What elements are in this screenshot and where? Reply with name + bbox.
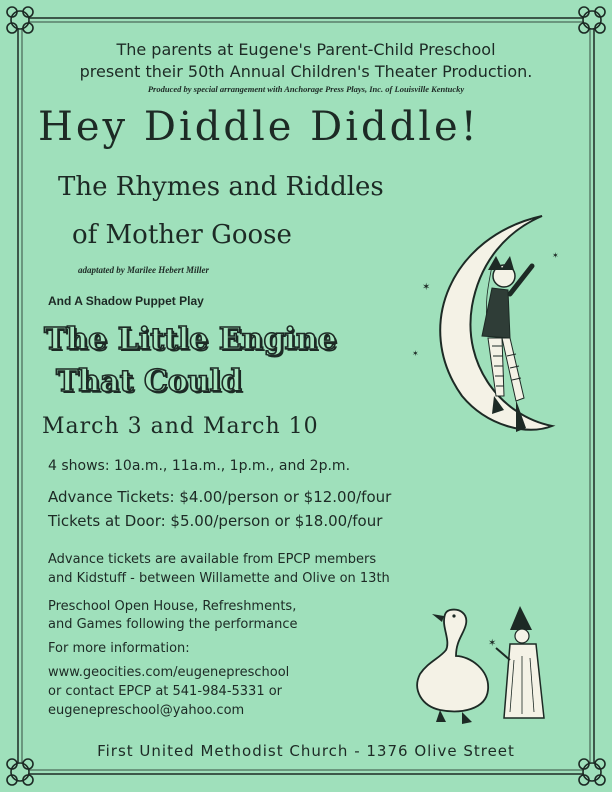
puppet-play-intro: And A Shadow Puppet Play xyxy=(48,294,204,308)
puppet-play-title-line-2: That Could xyxy=(56,364,242,399)
subtitle-line-1: The Rhymes and Riddles xyxy=(58,172,384,202)
open-house-info-2: and Games following the performance xyxy=(48,617,298,632)
advance-ticket-info-2: and Kidstuff - between Willamette and Olive on 13th xyxy=(48,571,390,586)
svg-text:✶: ✶ xyxy=(552,251,559,260)
corner-ornament-top-right xyxy=(579,7,605,33)
corner-ornament-bottom-left xyxy=(7,759,33,785)
more-info-label: For more information: xyxy=(48,641,190,656)
show-title: Hey Diddle Diddle! xyxy=(38,104,480,150)
show-times: 4 shows: 10a.m., 11a.m., 1p.m., and 2p.m. xyxy=(48,458,351,474)
venue-address: First United Methodist Church - 1376 Olive Street xyxy=(97,742,515,760)
adapted-credit: adaptated by Marilee Hebert Miller xyxy=(78,265,209,275)
produced-by-note: Produced by special arrangement with Anchorage Press Plays, Inc. of Louisville Kentucky xyxy=(147,84,465,94)
email-link[interactable]: eugenepreschool@yahoo.com xyxy=(48,703,245,718)
puppet-play-title-line-1: The Little Engine xyxy=(44,322,337,357)
intro-line-2: present their 50th Annual Children's Theater Production. xyxy=(79,62,533,81)
performance-dates: March 3 and March 10 xyxy=(42,414,319,439)
corner-ornament-top-left xyxy=(7,7,33,33)
website-link[interactable]: www.geocities.com/eugenepreschool xyxy=(48,665,290,680)
intro-line-1: The parents at Eugene's Parent-Child Preschool xyxy=(116,40,496,59)
svg-text:✶: ✶ xyxy=(488,638,497,649)
corner-ornament-bottom-right xyxy=(579,759,605,785)
open-house-info-1: Preschool Open House, Refreshments, xyxy=(48,599,297,614)
svg-text:✶: ✶ xyxy=(412,349,419,358)
door-ticket-price: Tickets at Door: $5.00/person or $18.00/four xyxy=(48,512,383,530)
svg-text:✶: ✶ xyxy=(422,282,431,293)
subtitle-line-2: of Mother Goose xyxy=(72,220,292,250)
advance-ticket-price: Advance Tickets: $4.00/person or $12.00/four xyxy=(48,488,392,506)
boy-on-moon-illustration xyxy=(392,196,562,456)
goose-and-mother-goose-illustration xyxy=(410,600,560,730)
advance-ticket-info-1: Advance tickets are available from EPCP members xyxy=(48,552,377,567)
contact-phone: or contact EPCP at 541-984-5331 or xyxy=(48,684,283,699)
